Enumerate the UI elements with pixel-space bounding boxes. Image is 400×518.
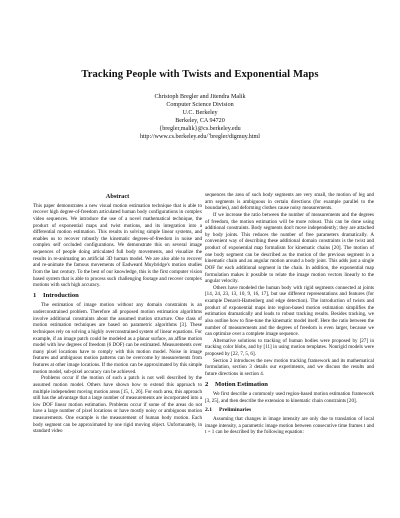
author-address: Berkeley, CA 94720: [175, 118, 225, 124]
abstract-heading: Abstract: [105, 193, 130, 200]
right-column: [205, 192, 374, 436]
paragraph: We first describe a commonly used region-based motion estimation framework [3, 25], and then describe the extension to kinematic chain constraints [20].: [205, 391, 374, 404]
paragraph: Assuming that changes in image intensity are only due to translation of local image intensity, a parametric image motion between consecutive time frames t and t + 1 can be described by the following equation:: [205, 416, 374, 436]
section-title: Introduction: [43, 291, 79, 299]
author-email: {bregler,malik}@cs.berkeley.edu: [159, 126, 241, 132]
paragraph: Section 2 introduces the new motion tracking framework and its mathematical formulation, section 3 details our experiments, and we discuss the results and future directions in section 4.: [205, 357, 374, 377]
section-number: 2: [205, 380, 209, 388]
section-number: 1: [33, 291, 37, 299]
section-title: Motion Estimation: [215, 380, 268, 388]
paper-title: Tracking People with Twists and Exponential Maps: [81, 69, 319, 80]
subsection-title: Preliminaries: [219, 407, 252, 414]
section-heading-motion-estimation: [205, 382, 374, 389]
paragraph: The estimation of image motion without any domain constraints is an underconstrained problem. Therefore all proposed motion estimation algorithms involve additional constraints about the assumed motion structure. One class of motion estimation techniques are based on parametric algorithms [3]. These techniques rely on solving a highly overconstrained system of linear equations. For example, if an image patch could be modeled as a planar surface, an affine motion model with low degrees of freedom (6 DOF) can be estimated. Measurements over many pixel locations have to comply with this motion model. Noise in image features and ambiguous motion patterns can be overcome by measurements from features at other image locations. If the motion can be approximated by this simple motion model, sub-pixel accuracy can be achieved.: [33, 302, 202, 375]
paragraph: Others have modeled the human body with rigid segments connected at joints [14, 24, 23, 13, 10, 9, 16, 17], but use different representations and features (for example Denavit-Hartenberg and edge detection). The introduction of twists and product of exponential maps into region-based motion estimation simplifies the estimation dramatically and leads to robust tracking results. Besides tracking, we also outline how to fine-tune the kinematic model itself. Here the ratio between the number of measurements and the degrees of freedom is even larger, because we can optimize over a complete image sequence.: [205, 284, 374, 338]
abstract-text: This paper demonstrates a new visual motion estimation technique that is able to recover high degree-of-freedom articulated human body configurations in complex video sequences. We introduce the use of a novel mathematical technique, the product of exponential maps and twist motions, and its integration into a differential motion estimation. This results in solving simple linear systems, and enables us to recover robustly the kinematic degrees-of-freedom in noise and complex self occluded configurations. We demonstrate this on several image sequences of people doing articulated full body movements, and visualize the results in re-animating an artificial 3D human model. We are also able to recover and re-animate the famous movements of Eadweard Muybridge's motion studies from the last century. To the best of our knowledge, this is the first computer vision based system that is able to process such challenging footage and recover complex motions with such high accuracy.: [33, 202, 202, 289]
author-url: http://www.cs.berkeley.edu/˜bregler/digmuy.html: [140, 134, 260, 140]
paragraph: Alternative solutions to tracking of human bodies were proposed by [27] in tracking color blobs, and by [11] in using motion templates. Nonrigid models were proposed by [22, 7, 5, 6].: [205, 337, 374, 357]
author-division: Computer Science Division: [166, 102, 234, 108]
author-university: U.C. Berkeley: [182, 110, 218, 116]
subsection-heading-preliminaries: [205, 407, 374, 414]
paragraph: sequences the area of such body segments are very small, the motion of leg and arm segments is ambiguous in certain directions (for example parallel to the boundaries), and deforming clothes cause noisy measurements.: [205, 192, 374, 212]
author-names: Christoph Bregler and Jitendra Malik: [154, 94, 246, 100]
author-block: [0, 93, 400, 141]
subsection-number: 2.1: [205, 407, 212, 414]
paragraph: If we increase the ratio between the number of measurements and the degrees of freedom, the motion estimation will be more robust. This can be done using additional constraints. Body segments don't move independently; they are attached by body joints. This reduces the number of free parameters dramatically. A convenient way of describing these additional domain constraints is the twist and product of exponential map formalism for kinematic chains [20]. The motion of one body segment can be described as the motion of the previous segment in a kinematic chain and an angular motion around a body joint. This adds just a single DOF for each additional segment in the chain. In addition, the exponential map formulation makes it possible to relate the image motion vectors linearly to the angular velocity.: [205, 211, 374, 285]
left-column: [33, 194, 202, 435]
paragraph: Problems occur if the motion of such a patch is not well described by the assumed motion model. Others have shown how to extend this approach to multiple independent moving motion areas [15, 1, 26]. For each area, this approach still has the advantage that a large number of measurements are incorporated into a low DOF linear motion estimation. Problems occur if some of the areas do not have a large number of pixel locations or have mostly noisy or ambiguous motion measurements. One example is the measurement of human body motion. Each body segment can be approximated by one rigid moving object. Unfortunately, in standard video: [33, 375, 202, 435]
section-heading-introduction: [33, 293, 202, 300]
